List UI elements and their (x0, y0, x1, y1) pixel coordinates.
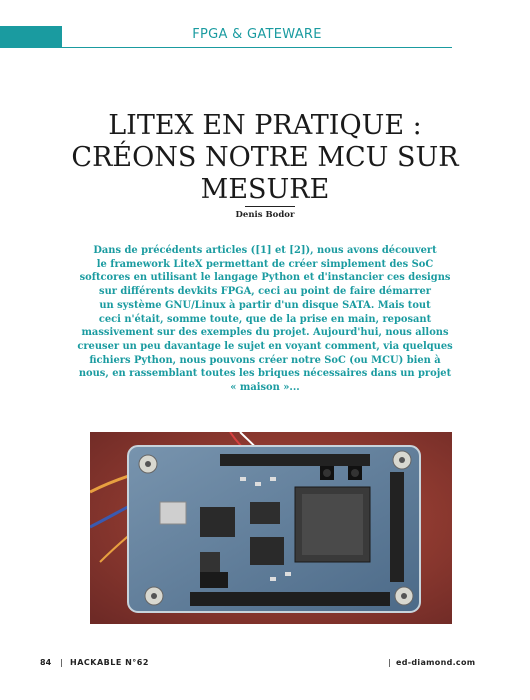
page-number: 84 (40, 658, 52, 667)
section-header (0, 26, 530, 48)
section-label: FPGA & GATEWARE (192, 27, 322, 42)
article-intro (70, 244, 460, 395)
intro-line: fichiers Python, nous pouvons créer notre SoC (ou MCU) bien à (89, 354, 441, 366)
article-title (40, 110, 490, 206)
footer-separator: | (60, 658, 63, 667)
title-line: LITEX EN PRATIQUE : (108, 110, 422, 141)
intro-line: massivement sur des exemples du projet. Aujourd'hui, nous allons (81, 327, 449, 339)
intro-line: sur différents devkits FPGA, ceci au point de faire démarrer (99, 286, 431, 298)
fpga-board-illustration (90, 432, 452, 624)
title-line: MESURE (200, 174, 330, 205)
header-accent-bar (0, 26, 62, 48)
intro-line: ceci n'était, somme toute, que de la prise en main, reposant (98, 313, 432, 325)
page-footer (0, 658, 530, 672)
intro-line: Dans de précédents articles ([1] et [2]), nous avons découvert (93, 245, 437, 256)
author-name: Denis Bodor (235, 210, 295, 220)
title-line: CRÉONS NOTRE MCU SUR (71, 142, 459, 173)
header-rule (62, 47, 452, 48)
intro-line: le framework LiteX permettant de créer simplement des SoC (96, 258, 434, 270)
intro-line: « maison »... (230, 382, 300, 394)
intro-line: un système GNU/Linux à partir d'un disque SATA. Mais tout (99, 299, 431, 311)
magazine-issue: HACKABLE N°62 (70, 658, 149, 667)
fpga-board-photo (90, 432, 452, 624)
intro-line: softcores en utilisant le langage Python et d'instancier ces designs (79, 272, 451, 284)
intro-line: creuser un peu davantage le sujet en voyant comment, via quelques (77, 340, 453, 352)
intro-line: nous, en rassemblant toutes les briques nécessaires dans un projet (78, 368, 452, 380)
footer-separator: | (388, 658, 391, 667)
website-url: ed-diamond.com (396, 658, 476, 667)
author-divider (245, 206, 295, 207)
